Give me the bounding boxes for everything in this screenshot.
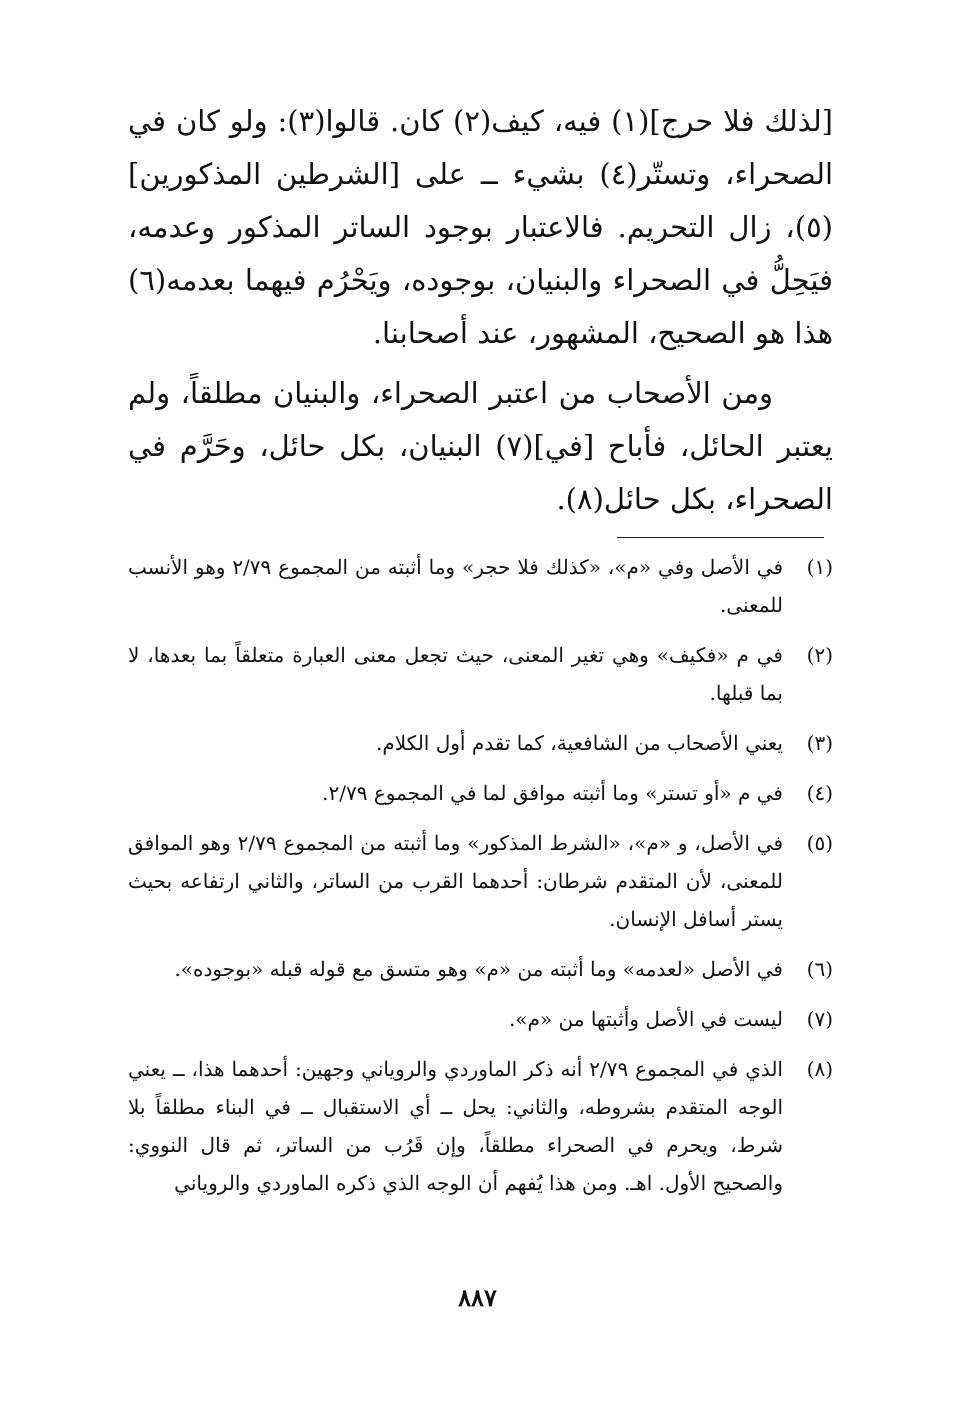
footnote-number: (٣): [806, 731, 833, 755]
footnote: [128, 724, 833, 762]
footnote: [128, 548, 833, 624]
footnote: [128, 824, 833, 938]
footnote: [128, 950, 833, 988]
footnote-separator: [617, 537, 824, 538]
footnote-text: في م «فكيف» وهي تغير المعنى، حيث تجعل معنى العبارة متعلقاً بما بعدها، لا بما قبلها.: [128, 643, 783, 705]
footnote-text: في م «أو تستر» وما أثبته موافق لما في المجموع ٢/٧٩.: [322, 781, 783, 805]
footnote-number: (٦): [806, 957, 833, 981]
footnote-number: (٢): [806, 643, 833, 667]
footnote-text: في الأصل وفي «م»، «كذلك فلا حجر» وما أثبته من المجموع ٢/٧٩ وهو الأنسب للمعنى.: [128, 555, 783, 617]
footnote-number: (٤): [806, 781, 833, 805]
footnote-number: (٨): [806, 1057, 833, 1081]
footnote-text: ليست في الأصل وأثبتها من «م».: [508, 1007, 783, 1031]
footnote-text: في الأصل «لعدمه» وما أثبته من «م» وهو متسق مع قوله قبله «بوجوده».: [174, 957, 783, 981]
page-number: ٨٨٧: [458, 1283, 497, 1312]
footnote: [128, 1050, 833, 1202]
footnote: [128, 1000, 833, 1038]
footnote-text: الذي في المجموع ٢/٧٩ أنه ذكر الماوردي والروياني وجهين: أحدهما هذا، ــ يعني الوجه المتقدم بشروطه، والثاني: يحل ــ أي الاستقبال ــ في البناء مطلقاً بلا شرط، ويحرم في الصحراء مطلقاً، وإن قَرُب من الساتر، ثم قال النووي: والصحيح الأول. اهـ. ومن هذا يُفهم أن الوجه الذي ذكره الماوردي والروياني: [128, 1057, 783, 1195]
main-paragraph-2: ومن الأصحاب من اعتبر الصحراء، والبنيان مطلقاً، ولم يعتبر الحائل، فأباح [في](٧) البنيان، بكل حائل، وحَرَّم في الصحراء، بكل حائل(٨).: [128, 376, 833, 516]
main-paragraph-1: [لذلك فلا حرج](١) فيه، كيف(٢) كان. قالوا(٣): ولو كان في الصحراء، وتستّر(٤) بشيء ــ على [الشرطين المذكورين](٥)، زال التحريم. فالاعتبار بوجود الساتر المذكور وعدمه، فيَحِلُّ في الصحراء والبنيان، بوجوده، ويَحْرُم فيهما بعدمه(٦) هذا هو الصحيح، المشهور، عند أصحابنا.: [128, 104, 833, 350]
footnote: [128, 636, 833, 712]
footnotes: [128, 548, 833, 1214]
footnote: [128, 774, 833, 812]
footnote-number: (٥): [806, 831, 833, 855]
footnote-text: في الأصل، و «م»، «الشرط المذكور» وما أثبته من المجموع ٢/٧٩ وهو الموافق للمعنى، لأن المتقدم شرطان: أحدهما القرب من الساتر، والثاني ارتفاعه بحيث يستر أسافل الإنسان.: [128, 831, 784, 931]
footnote-number: (١): [806, 555, 833, 579]
main-text: [128, 95, 833, 526]
footnote-text: يعني الأصحاب من الشافعية، كما تقدم أول الكلام.: [375, 731, 783, 755]
footnote-number: (٧): [806, 1007, 833, 1031]
